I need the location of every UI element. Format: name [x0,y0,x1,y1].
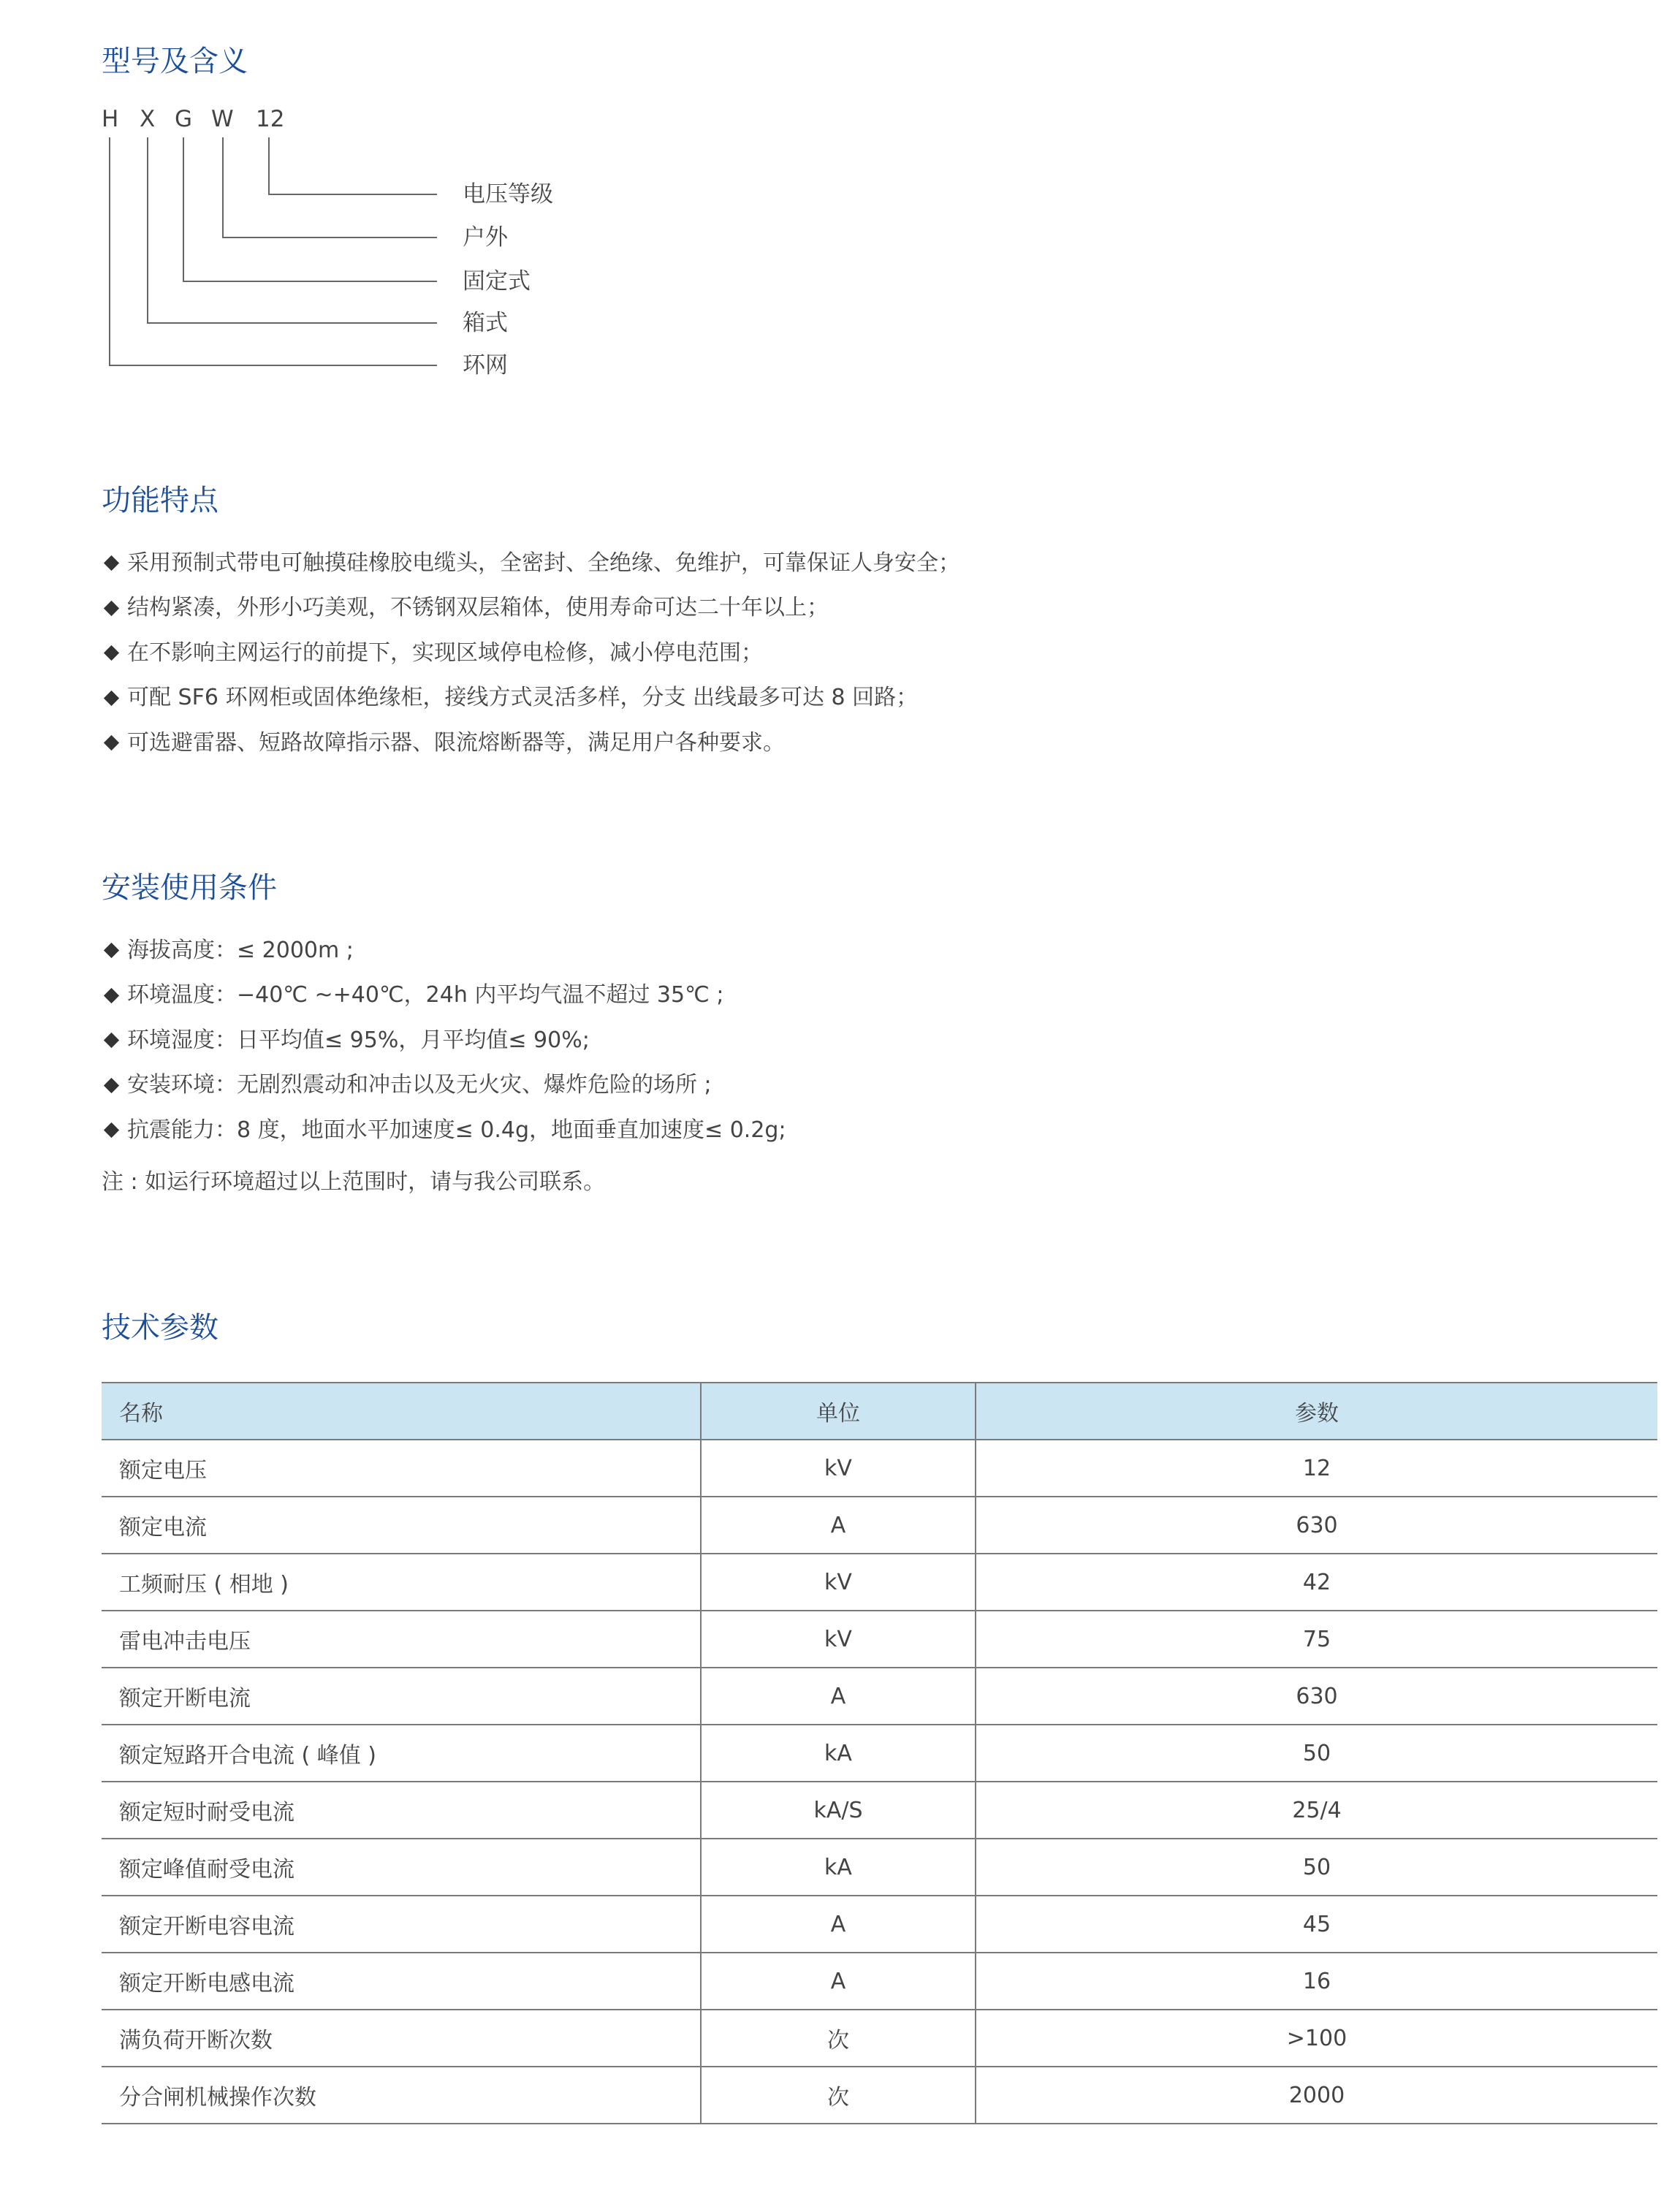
cell-name: 额定开断电流 [102,1668,701,1725]
table-row [102,1839,1657,1896]
list-item: 采用预制式带电可触摸硅橡胶电缆头，全密封、全绝缘、免维护，可靠保证人身安全； [102,541,960,586]
table-header-row [102,1383,1657,1440]
cell-unit: kA/S [701,1782,976,1839]
cell-value: 50 [976,1839,1657,1896]
list-item: 结构紧凑，外形小巧美观，不锈钢双层箱体，使用寿命可达二十年以上； [102,586,960,631]
cell-unit: A [701,1953,976,2010]
code-letter-h: H [102,106,119,132]
cell-name: 额定短路开合电流 ( 峰值 ) [102,1725,701,1782]
cell-value: 2000 [976,2067,1657,2124]
cell-value: 45 [976,1896,1657,1953]
cell-unit: kA [701,1839,976,1896]
cell-value: 630 [976,1668,1657,1725]
cell-unit: A [701,1668,976,1725]
cell-name: 额定电流 [102,1497,701,1554]
table-row [102,1782,1657,1839]
cell-unit: A [701,1497,976,1554]
cell-name: 工频耐压 ( 相地 ) [102,1554,701,1611]
diamond-bullet-icon [104,735,119,750]
section-title-model: 型号及含义 [102,45,248,78]
cell-name: 额定电压 [102,1440,701,1497]
table-row [102,1611,1657,1668]
code-letter-12: 12 [256,106,285,132]
diamond-bullet-icon [104,601,119,616]
cell-value: 50 [976,1725,1657,1782]
list-item: 在不影响主网运行的前提下，实现区域停电检修，减小停电范围； [102,631,960,676]
diamond-bullet-icon [104,555,119,571]
meaning-ring-network: 环网 [463,352,508,379]
header-unit: 单位 [701,1383,976,1440]
meaning-fixed: 固定式 [463,268,531,294]
list-item: 海拔高度：≤ 2000m ; [102,928,786,973]
line-box [148,137,437,323]
table-row [102,2067,1657,2124]
table-row [102,1554,1657,1611]
meaning-voltage-level: 电压等级 [463,181,553,208]
cell-unit: kV [701,1611,976,1668]
cell-name: 分合闸机械操作次数 [102,2067,701,2124]
line-outdoor [223,137,437,238]
list-item: 可配 SF6 环网柜或固体绝缘柜，接线方式灵活多样，分支 出线最多可达 8 回路； [102,676,960,721]
diamond-bullet-icon [104,645,119,661]
cell-unit: A [701,1896,976,1953]
table-row [102,1725,1657,1782]
cell-unit: 次 [701,2010,976,2067]
line-voltage [269,137,437,194]
cell-name: 额定短时耐受电流 [102,1782,701,1839]
meaning-box: 箱式 [463,310,508,336]
list-item: 环境湿度：日平均值≤ 95%，月平均值≤ 90%; [102,1018,786,1063]
cell-name: 额定峰值耐受电流 [102,1839,701,1896]
cell-name: 雷电冲击电压 [102,1611,701,1668]
section-title-conditions: 安装使用条件 [102,871,277,905]
cell-unit: kV [701,1554,976,1611]
cell-value: 25/4 [976,1782,1657,1839]
diamond-bullet-icon [104,1122,119,1138]
cell-name: 满负荷开断次数 [102,2010,701,2067]
cell-value: 75 [976,1611,1657,1668]
diamond-bullet-icon [104,1078,119,1093]
params-table [102,1382,1657,2124]
cell-unit: 次 [701,2067,976,2124]
diamond-bullet-icon [104,1033,119,1048]
table-row [102,1953,1657,2010]
cell-value: 12 [976,1440,1657,1497]
cell-value: 16 [976,1953,1657,2010]
cell-value: 630 [976,1497,1657,1554]
line-fixed [183,137,437,281]
header-value: 参数 [976,1383,1657,1440]
diamond-bullet-icon [104,988,119,1003]
model-code-lines [0,0,468,380]
diamond-bullet-icon [104,943,119,958]
section-title-features: 功能特点 [102,484,218,517]
cell-name: 额定开断电容电流 [102,1896,701,1953]
conditions-note: 注 : 如运行环境超过以上范围时，请与我公司联系。 [102,1169,606,1195]
cell-value: 42 [976,1554,1657,1611]
header-name: 名称 [102,1383,701,1440]
cell-value: >100 [976,2010,1657,2067]
meaning-outdoor: 户外 [463,224,508,251]
table-row [102,1896,1657,1953]
table-row [102,1497,1657,1554]
list-item: 环境温度：−40℃ ~+40℃，24h 内平均气温不超过 35℃ ; [102,973,786,1019]
table-row [102,1668,1657,1725]
table-row [102,2010,1657,2067]
line-ring [110,137,437,365]
list-item: 可选避雷器、短路故障指示器、限流熔断器等，满足用户各种要求。 [102,721,960,766]
table-row [102,1440,1657,1497]
cell-unit: kA [701,1725,976,1782]
code-letter-x: X [140,106,156,132]
cell-unit: kV [701,1440,976,1497]
features-list [102,541,960,766]
code-letter-w: W [211,106,234,132]
diamond-bullet-icon [104,691,119,706]
section-title-params: 技术参数 [102,1311,218,1345]
conditions-list [102,928,786,1153]
cell-name: 额定开断电感电流 [102,1953,701,2010]
code-letter-g: G [175,106,193,132]
list-item: 安装环境：无剧烈震动和冲击以及无火灾、爆炸危险的场所 ; [102,1063,786,1109]
list-item: 抗震能力：8 度，地面水平加速度≤ 0.4g，地面垂直加速度≤ 0.2g; [102,1108,786,1153]
